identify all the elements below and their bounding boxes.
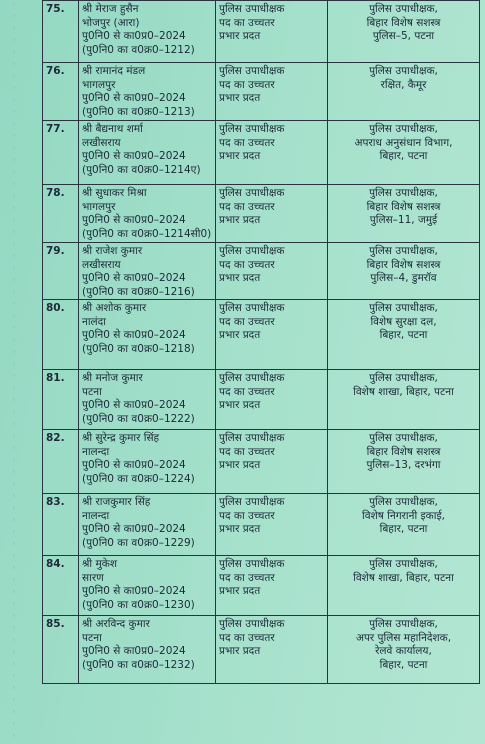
officer-detail-line: श्री मुकेश	[82, 558, 117, 570]
officer-detail-line: पु0नि0 से का0प्र0–2024	[82, 399, 186, 411]
serial-number: 84.	[43, 556, 79, 616]
post-charge-line: पुलिस उपाधीक्षक	[219, 372, 285, 384]
officer-detail-line: पटना	[82, 385, 102, 398]
officer-detail-line: पु0नि0 से का0प्र0–2024	[82, 30, 186, 42]
post-charge-line: प्रभार प्रदत	[219, 459, 261, 471]
posting-place-line: रेलवे कार्यालय,	[375, 645, 432, 657]
officer-details-cell	[79, 616, 216, 684]
serial-number: 78.	[43, 185, 79, 243]
table-row	[43, 494, 480, 556]
posting-place-line: पुलिस–11, जमुई	[369, 214, 438, 226]
post-charge-cell	[216, 300, 328, 370]
post-charge-line: पुलिस उपाधीक्षक	[219, 432, 285, 444]
post-charge-cell	[216, 616, 328, 684]
binding-margin-marks	[0, 0, 42, 744]
officer-details-cell	[79, 494, 216, 556]
posting-place-line: विशेष सुरक्षा दल,	[370, 315, 437, 328]
officer-detail-line: पु0नि0 से का0प्र0–2024	[82, 214, 186, 226]
officer-detail-line: नालंदा	[82, 315, 106, 328]
post-charge-line: प्रभार प्रदत	[219, 523, 261, 535]
posting-place-line: पुलिस उपाधीक्षक,	[369, 558, 438, 570]
officer-details-cell	[79, 121, 216, 185]
posting-place-line: विशेष शाखा, बिहार, पटना	[353, 385, 454, 398]
posting-orders-table	[42, 0, 480, 684]
posting-place-cell	[328, 494, 480, 556]
serial-number: 81.	[43, 370, 79, 430]
posting-place-line: पुलिस उपाधीक्षक,	[369, 372, 438, 384]
post-charge-line: पद का उच्चतर	[219, 200, 275, 213]
officer-details-cell	[79, 370, 216, 430]
officer-detail-line: श्री राजेश कुमार	[82, 245, 143, 257]
officer-detail-line: (पु0नि0 का व0क्र0–1230)	[82, 598, 195, 611]
officer-detail-line: श्री राजकुमार सिंह	[82, 496, 151, 508]
officer-details-cell	[79, 185, 216, 243]
officer-details-cell	[79, 1, 216, 63]
table-row	[43, 616, 480, 684]
serial-number: 75.	[43, 1, 79, 63]
posting-place-cell	[328, 1, 480, 63]
serial-number: 83.	[43, 494, 79, 556]
post-charge-cell	[216, 370, 328, 430]
posting-place-cell	[328, 63, 480, 121]
post-charge-cell	[216, 243, 328, 300]
post-charge-line: प्रभार प्रदत	[219, 585, 261, 597]
serial-number: 77.	[43, 121, 79, 185]
posting-place-line: बिहार विशेष सशस्त्र	[366, 200, 441, 213]
post-charge-line: पद का उच्चतर	[219, 258, 275, 271]
post-charge-line: पुलिस उपाधीक्षक	[219, 496, 285, 508]
serial-number: 79.	[43, 243, 79, 300]
post-charge-line: प्रभार प्रदत	[219, 92, 261, 104]
officer-detail-line: श्री अशोक कुमार	[82, 302, 147, 314]
post-charge-line: प्रभार प्रदत	[219, 399, 261, 411]
post-charge-line: पद का उच्चतर	[219, 136, 275, 149]
posting-place-cell	[328, 121, 480, 185]
post-charge-cell	[216, 1, 328, 63]
post-charge-line: पद का उच्चतर	[219, 78, 275, 91]
posting-place-line: पुलिस उपाधीक्षक,	[369, 302, 438, 314]
officer-details-cell	[79, 300, 216, 370]
officer-detail-line: (पु0नि0 का व0क्र0–1213)	[82, 105, 195, 118]
posting-place-line: पुलिस–5, पटना	[372, 30, 435, 42]
posting-place-cell	[328, 185, 480, 243]
post-charge-line: पद का उच्चतर	[219, 509, 275, 522]
serial-number: 82.	[43, 430, 79, 494]
posting-place-line: विशेष निगरानी इकाई,	[362, 509, 445, 522]
posting-place-line: पुलिस–13, दरभंगा	[366, 459, 441, 471]
post-charge-line: पुलिस उपाधीक्षक	[219, 618, 285, 630]
post-charge-line: पद का उच्चतर	[219, 571, 275, 584]
post-charge-line: पुलिस उपाधीक्षक	[219, 245, 285, 257]
post-charge-line: प्रभार प्रदत	[219, 30, 261, 42]
post-charge-line: प्रभार प्रदत	[219, 214, 261, 226]
officer-details-cell	[79, 430, 216, 494]
officer-detail-line: लखीसराय	[82, 258, 121, 271]
officer-detail-line: श्री अरविन्द कुमार	[82, 618, 150, 630]
posting-place-line: पुलिस उपाधीक्षक,	[369, 432, 438, 444]
posting-place-line: पुलिस–4, डुमरॉव	[370, 272, 437, 284]
table-row	[43, 300, 480, 370]
posting-place-line: पुलिस उपाधीक्षक,	[369, 496, 438, 508]
posting-place-line: पुलिस उपाधीक्षक,	[369, 65, 438, 77]
officer-detail-line: सारण	[82, 571, 104, 584]
officer-detail-line: पु0नि0 से का0प्र0–2024	[82, 645, 186, 657]
posting-place-line: विशेष शाखा, बिहार, पटना	[353, 571, 454, 584]
officer-details-cell	[79, 556, 216, 616]
officer-detail-line: नालन्दा	[82, 509, 110, 522]
officer-detail-line: पु0नि0 से का0प्र0–2024	[82, 459, 186, 471]
officer-detail-line: श्री सुरेन्द्र कुमार सिंह	[82, 432, 160, 444]
officer-detail-line: भोजपुर (आरा)	[82, 16, 140, 29]
post-charge-cell	[216, 430, 328, 494]
post-charge-cell	[216, 556, 328, 616]
post-charge-line: पद का उच्चतर	[219, 16, 275, 29]
posting-place-line: बिहार, पटना	[379, 329, 428, 341]
posting-place-line: बिहार, पटना	[379, 150, 428, 162]
post-charge-line: पद का उच्चतर	[219, 315, 275, 328]
table-row	[43, 1, 480, 63]
officer-detail-line: श्री मनोज कुमार	[82, 372, 143, 384]
posting-place-cell	[328, 243, 480, 300]
officer-detail-line: पु0नि0 से का0प्र0–2024	[82, 329, 186, 341]
officer-details-cell	[79, 63, 216, 121]
officer-details-cell	[79, 243, 216, 300]
table-row	[43, 63, 480, 121]
officer-detail-line: पु0नि0 से का0प्र0–2024	[82, 585, 186, 597]
officer-detail-line: पटना	[82, 631, 102, 644]
officer-detail-line: भागलपुर	[82, 200, 116, 213]
table-row	[43, 121, 480, 185]
post-charge-line: पुलिस उपाधीक्षक	[219, 123, 285, 135]
post-charge-line: पद का उच्चतर	[219, 385, 275, 398]
posting-place-cell	[328, 616, 480, 684]
officer-detail-line: पु0नि0 से का0प्र0–2024	[82, 92, 186, 104]
posting-place-line: बिहार विशेष सशस्त्र	[366, 258, 441, 271]
posting-place-line: पुलिस उपाधीक्षक,	[369, 123, 438, 135]
posting-place-cell	[328, 300, 480, 370]
serial-number: 85.	[43, 616, 79, 684]
post-charge-cell	[216, 121, 328, 185]
posting-place-cell	[328, 556, 480, 616]
posting-place-cell	[328, 370, 480, 430]
post-charge-cell	[216, 494, 328, 556]
posting-place-line: पुलिस उपाधीक्षक,	[369, 245, 438, 257]
table-row	[43, 243, 480, 300]
posting-place-line: अपर पुलिस महानिदेशक,	[355, 631, 452, 644]
officer-detail-line: पु0नि0 से का0प्र0–2024	[82, 272, 186, 284]
table-row	[43, 370, 480, 430]
posting-place-line: बिहार विशेष सशस्त्र	[366, 16, 441, 29]
posting-orders-body	[43, 1, 480, 684]
posting-place-cell	[328, 430, 480, 494]
officer-detail-line: (पु0नि0 का व0क्र0–1229)	[82, 536, 195, 549]
post-charge-line: प्रभार प्रदत	[219, 645, 261, 657]
post-charge-line: पुलिस उपाधीक्षक	[219, 65, 285, 77]
table-row	[43, 185, 480, 243]
officer-detail-line: भागलपुर	[82, 78, 116, 91]
officer-detail-line: पु0नि0 से का0प्र0–2024	[82, 523, 186, 535]
officer-detail-line: (पु0नि0 का व0क्र0–1232)	[82, 658, 195, 671]
officer-detail-line: श्री मेराज हुसैन	[82, 3, 139, 15]
officer-detail-line: (पु0नि0 का व0क्र0–1222)	[82, 412, 195, 425]
posting-place-line: पुलिस उपाधीक्षक,	[369, 187, 438, 199]
post-charge-line: प्रभार प्रदत	[219, 150, 261, 162]
post-charge-line: पुलिस उपाधीक्षक	[219, 3, 285, 15]
post-charge-line: प्रभार प्रदत	[219, 329, 261, 341]
table-row	[43, 430, 480, 494]
officer-detail-line: (पु0नि0 का व0क्र0–1218)	[82, 342, 195, 355]
officer-detail-line: नालन्दा	[82, 445, 110, 458]
officer-detail-line: पु0नि0 से का0प्र0–2024	[82, 150, 186, 162]
officer-detail-line: (पु0नि0 का व0क्र0–1216)	[82, 285, 195, 298]
table-row	[43, 556, 480, 616]
post-charge-line: पुलिस उपाधीक्षक	[219, 558, 285, 570]
post-charge-cell	[216, 63, 328, 121]
post-charge-cell	[216, 185, 328, 243]
officer-detail-line: (पु0नि0 का व0क्र0–1212)	[82, 43, 195, 56]
posting-place-line: अपराध अनुसंधान विभाग,	[354, 136, 453, 149]
posting-place-line: बिहार, पटना	[379, 658, 428, 671]
post-charge-line: पद का उच्चतर	[219, 631, 275, 644]
posting-place-line: रक्षित, कैमूर	[380, 78, 427, 91]
officer-detail-line: श्री सुधाकर मिश्रा	[82, 187, 147, 199]
post-charge-line: पद का उच्चतर	[219, 445, 275, 458]
officer-detail-line: लखीसराय	[82, 136, 121, 149]
serial-number: 80.	[43, 300, 79, 370]
officer-detail-line: श्री रामानंद मंडल	[82, 65, 146, 77]
officer-detail-line: श्री बैद्यनाथ शर्मा	[82, 123, 143, 135]
post-charge-line: प्रभार प्रदत	[219, 272, 261, 284]
posting-place-line: पुलिस उपाधीक्षक,	[369, 3, 438, 15]
serial-number: 76.	[43, 63, 79, 121]
officer-detail-line: (पु0नि0 का व0क्र0–1224)	[82, 472, 195, 485]
officer-detail-line: (पु0नि0 का व0क्र0–1214ए)	[82, 163, 201, 176]
post-charge-line: पुलिस उपाधीक्षक	[219, 187, 285, 199]
post-charge-line: पुलिस उपाधीक्षक	[219, 302, 285, 314]
officer-detail-line: (पु0नि0 का व0क्र0–1214सी0)	[82, 227, 212, 240]
posting-place-line: बिहार, पटना	[379, 523, 428, 535]
posting-place-line: पुलिस उपाधीक्षक,	[369, 618, 438, 630]
posting-place-line: बिहार विशेष सशस्त्र	[366, 445, 441, 458]
